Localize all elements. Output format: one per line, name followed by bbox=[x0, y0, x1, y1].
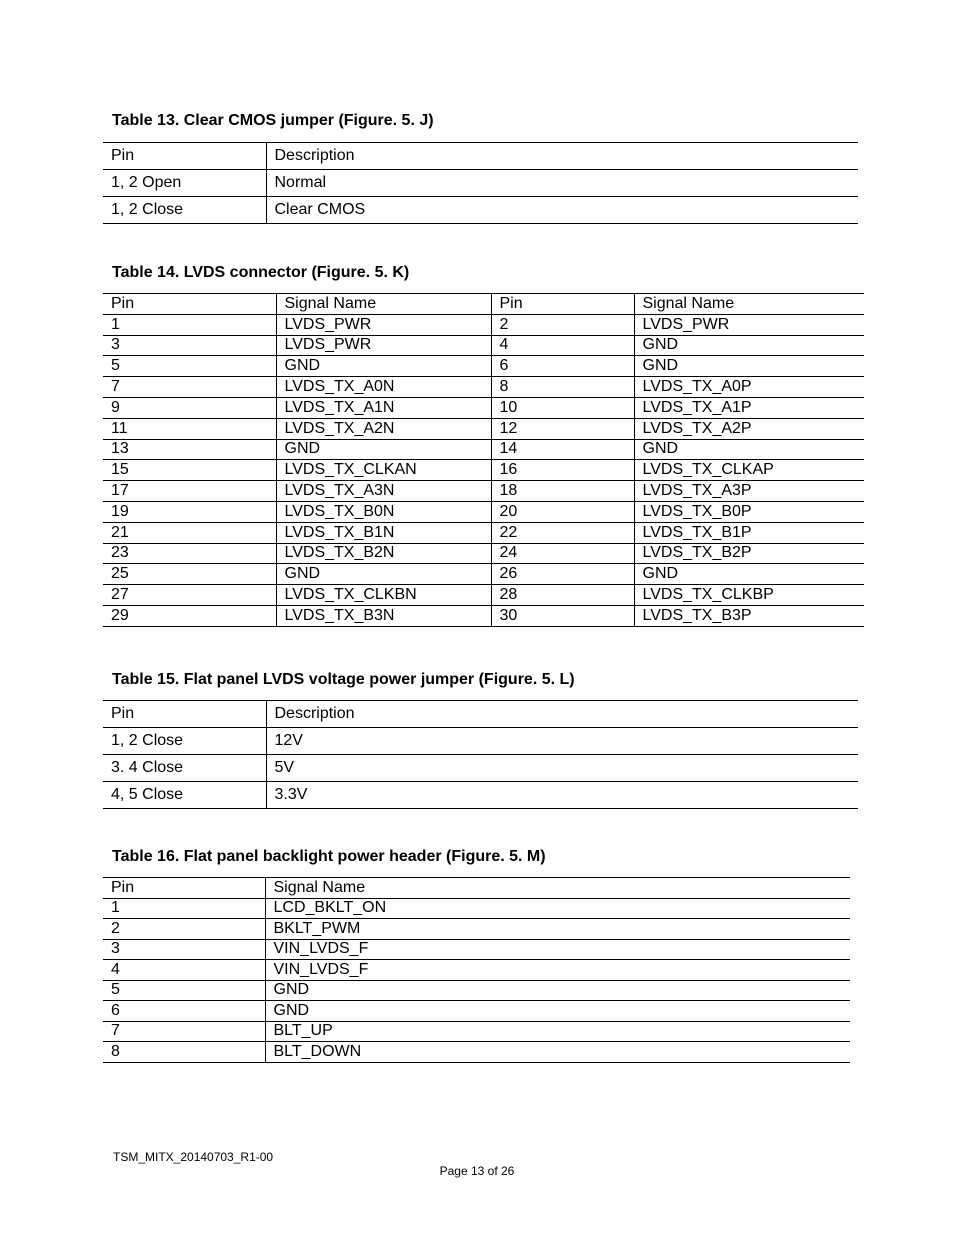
table-row bbox=[103, 1001, 850, 1022]
table-cell: 25 bbox=[103, 564, 276, 585]
table-row bbox=[103, 522, 864, 543]
table-cell: GND bbox=[634, 564, 864, 585]
table-cell: GND bbox=[276, 439, 491, 460]
table-cell: LVDS_TX_B0N bbox=[276, 501, 491, 522]
table-row bbox=[103, 898, 850, 919]
table-cell: GND bbox=[276, 356, 491, 377]
table-row bbox=[103, 919, 850, 940]
table-row bbox=[103, 728, 858, 755]
table-cell: GND bbox=[276, 564, 491, 585]
table-cell: 2 bbox=[491, 314, 634, 335]
table-cell: LVDS_TX_CLKBN bbox=[276, 585, 491, 606]
table-13 bbox=[103, 142, 858, 224]
table-cell: 12V bbox=[266, 728, 858, 755]
table-13-caption: Table 13. Clear CMOS jumper (Figure. 5. J) bbox=[112, 112, 434, 129]
table-row bbox=[103, 939, 850, 960]
column-header: Pin bbox=[491, 294, 634, 315]
table-cell: 5 bbox=[103, 980, 265, 1001]
table-cell: GND bbox=[634, 356, 864, 377]
table-cell: 16 bbox=[491, 460, 634, 481]
table-cell: 15 bbox=[103, 460, 276, 481]
table-15-caption: Table 15. Flat panel LVDS voltage power jumper (Figure. 5. L) bbox=[112, 671, 575, 688]
table-14-body bbox=[103, 294, 864, 627]
column-header: Pin bbox=[103, 294, 276, 315]
table-cell: 29 bbox=[103, 605, 276, 626]
table-cell: LVDS_TX_A3N bbox=[276, 481, 491, 502]
table-row bbox=[103, 314, 864, 335]
table-row bbox=[103, 335, 864, 356]
table-cell: 4, 5 Close bbox=[103, 782, 266, 809]
table-cell: 18 bbox=[491, 481, 634, 502]
table-cell: LVDS_PWR bbox=[276, 335, 491, 356]
table-16 bbox=[103, 877, 850, 1063]
table-cell: 22 bbox=[491, 522, 634, 543]
table-cell: Normal bbox=[266, 170, 858, 197]
table-cell: LVDS_TX_B1N bbox=[276, 522, 491, 543]
table-cell: LVDS_PWR bbox=[634, 314, 864, 335]
table-cell: LVDS_TX_B2P bbox=[634, 543, 864, 564]
table-row bbox=[103, 1042, 850, 1063]
table-16-caption: Table 16. Flat panel backlight power header (Figure. 5. M) bbox=[112, 848, 546, 865]
table-cell: 23 bbox=[103, 543, 276, 564]
table-row bbox=[103, 755, 858, 782]
table-row bbox=[103, 501, 864, 522]
table-row bbox=[103, 197, 858, 224]
column-header: Description bbox=[266, 143, 858, 170]
table-cell: 2 bbox=[103, 919, 265, 940]
table-cell: 11 bbox=[103, 418, 276, 439]
table-row bbox=[103, 543, 864, 564]
column-header: Pin bbox=[103, 143, 266, 170]
table-cell: LVDS_TX_CLKAP bbox=[634, 460, 864, 481]
table-14 bbox=[103, 293, 864, 627]
column-header: Pin bbox=[103, 878, 265, 899]
table-cell: 12 bbox=[491, 418, 634, 439]
table-cell: 5 bbox=[103, 356, 276, 377]
column-header: Signal Name bbox=[265, 878, 850, 899]
table-cell: GND bbox=[634, 439, 864, 460]
page-number: Page 13 of 26 bbox=[439, 1164, 515, 1178]
table-cell: 19 bbox=[103, 501, 276, 522]
document-id: TSM_MITX_20140703_R1-00 bbox=[113, 1150, 274, 1164]
table-row bbox=[103, 170, 858, 197]
table-cell: LVDS_TX_B1P bbox=[634, 522, 864, 543]
table-cell: BKLT_PWM bbox=[265, 919, 850, 940]
table-cell: 4 bbox=[491, 335, 634, 356]
table-row bbox=[103, 397, 864, 418]
table-cell: LVDS_TX_A0N bbox=[276, 377, 491, 398]
table-cell: 1, 2 Open bbox=[103, 170, 266, 197]
table-cell: GND bbox=[265, 1001, 850, 1022]
table-cell: LVDS_TX_B0P bbox=[634, 501, 864, 522]
column-header: Signal Name bbox=[276, 294, 491, 315]
table-cell: 10 bbox=[491, 397, 634, 418]
table-row bbox=[103, 418, 864, 439]
table-cell: 20 bbox=[491, 501, 634, 522]
table-cell: 6 bbox=[103, 1001, 265, 1022]
table-cell: 9 bbox=[103, 397, 276, 418]
table-cell: 28 bbox=[491, 585, 634, 606]
table-cell: 3. 4 Close bbox=[103, 755, 266, 782]
table-cell: 1 bbox=[103, 898, 265, 919]
table-cell: 1, 2 Close bbox=[103, 197, 266, 224]
table-cell: LVDS_PWR bbox=[276, 314, 491, 335]
table-cell: LCD_BKLT_ON bbox=[265, 898, 850, 919]
table-row bbox=[103, 980, 850, 1001]
table-cell: 3 bbox=[103, 939, 265, 960]
table-cell: LVDS_TX_B3P bbox=[634, 605, 864, 626]
table-row bbox=[103, 782, 858, 809]
table-cell: LVDS_TX_A3P bbox=[634, 481, 864, 502]
table-cell: 5V bbox=[266, 755, 858, 782]
table-cell: 1, 2 Close bbox=[103, 728, 266, 755]
table-cell: VIN_LVDS_F bbox=[265, 939, 850, 960]
table-cell: 7 bbox=[103, 1021, 265, 1042]
table-row bbox=[103, 439, 864, 460]
table-cell: 4 bbox=[103, 960, 265, 981]
table-cell: BLT_UP bbox=[265, 1021, 850, 1042]
table-row bbox=[103, 1021, 850, 1042]
table-cell: VIN_LVDS_F bbox=[265, 960, 850, 981]
column-header: Signal Name bbox=[634, 294, 864, 315]
table-13-body bbox=[103, 143, 858, 224]
table-cell: 3.3V bbox=[266, 782, 858, 809]
table-cell: LVDS_TX_A1P bbox=[634, 397, 864, 418]
table-row bbox=[103, 356, 864, 377]
table-header-row bbox=[103, 294, 864, 315]
table-header-row bbox=[103, 878, 850, 899]
table-row bbox=[103, 585, 864, 606]
table-cell: GND bbox=[634, 335, 864, 356]
table-cell: LVDS_TX_A2P bbox=[634, 418, 864, 439]
table-15-body bbox=[103, 701, 858, 809]
table-14-caption: Table 14. LVDS connector (Figure. 5. K) bbox=[112, 264, 410, 281]
table-row bbox=[103, 564, 864, 585]
table-cell: LVDS_TX_CLKBP bbox=[634, 585, 864, 606]
table-cell: GND bbox=[265, 980, 850, 1001]
table-cell: LVDS_TX_A0P bbox=[634, 377, 864, 398]
table-cell: 13 bbox=[103, 439, 276, 460]
table-15 bbox=[103, 700, 858, 809]
table-cell: BLT_DOWN bbox=[265, 1042, 850, 1063]
table-cell: 8 bbox=[491, 377, 634, 398]
table-cell: LVDS_TX_A1N bbox=[276, 397, 491, 418]
table-cell: 8 bbox=[103, 1042, 265, 1063]
table-row bbox=[103, 605, 864, 626]
table-cell: Clear CMOS bbox=[266, 197, 858, 224]
table-cell: LVDS_TX_B2N bbox=[276, 543, 491, 564]
table-row bbox=[103, 481, 864, 502]
table-cell: LVDS_TX_B3N bbox=[276, 605, 491, 626]
table-cell: 24 bbox=[491, 543, 634, 564]
table-cell: 7 bbox=[103, 377, 276, 398]
table-cell: 26 bbox=[491, 564, 634, 585]
table-cell: 3 bbox=[103, 335, 276, 356]
table-cell: 21 bbox=[103, 522, 276, 543]
table-cell: 14 bbox=[491, 439, 634, 460]
table-row bbox=[103, 460, 864, 481]
column-header: Pin bbox=[103, 701, 266, 728]
table-header-row bbox=[103, 701, 858, 728]
column-header: Description bbox=[266, 701, 858, 728]
table-cell: LVDS_TX_CLKAN bbox=[276, 460, 491, 481]
table-cell: 17 bbox=[103, 481, 276, 502]
table-row bbox=[103, 377, 864, 398]
table-cell: 30 bbox=[491, 605, 634, 626]
table-cell: 6 bbox=[491, 356, 634, 377]
table-row bbox=[103, 960, 850, 981]
table-cell: 27 bbox=[103, 585, 276, 606]
table-cell: LVDS_TX_A2N bbox=[276, 418, 491, 439]
table-header-row bbox=[103, 143, 858, 170]
table-cell: 1 bbox=[103, 314, 276, 335]
table-16-body bbox=[103, 878, 850, 1063]
